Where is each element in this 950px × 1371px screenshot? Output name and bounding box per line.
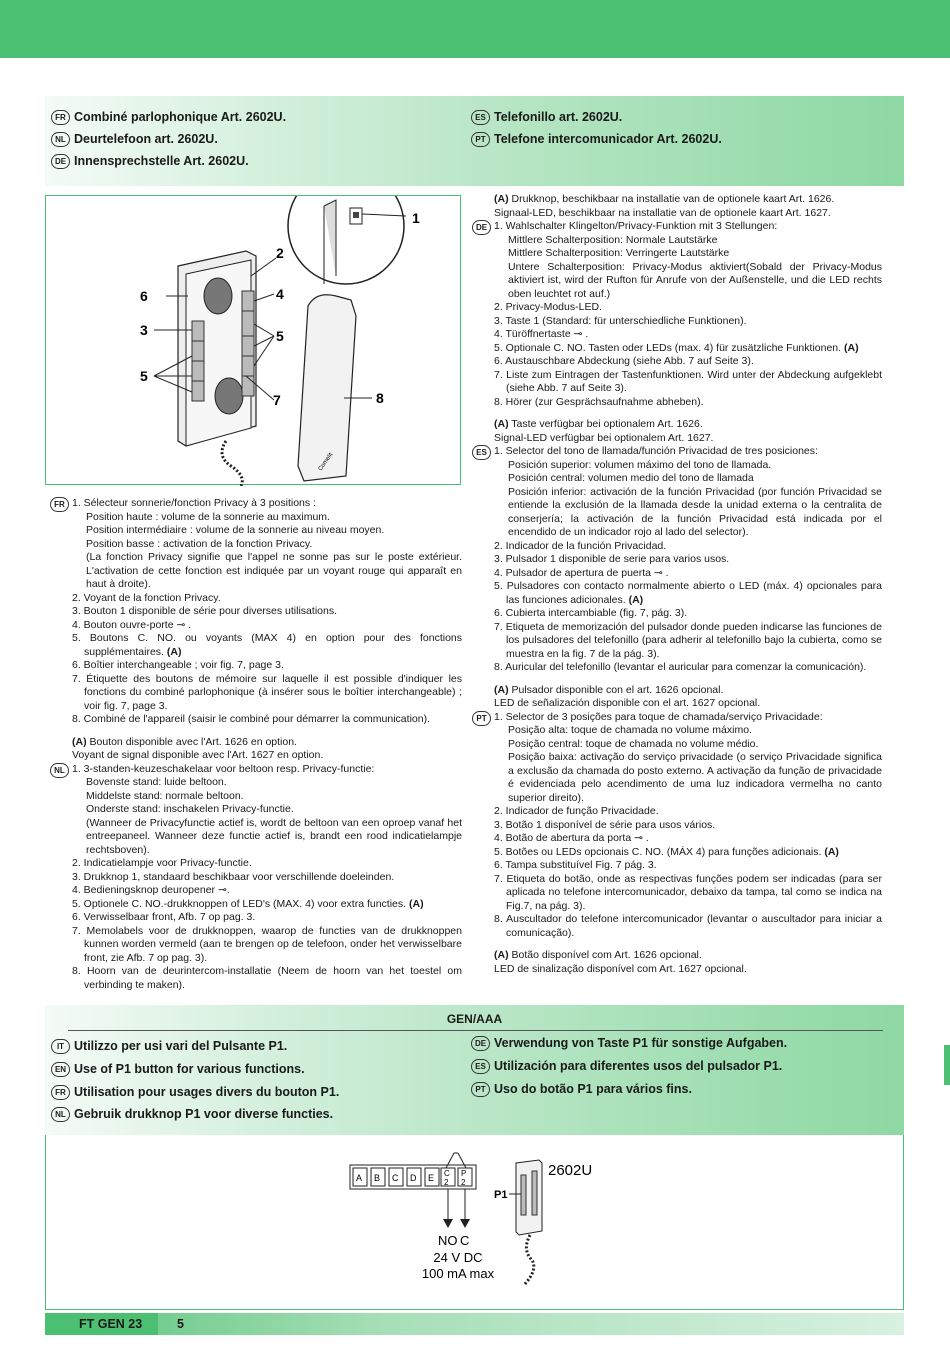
item-1a: Bovenste stand: luide beltoon. (86, 776, 227, 788)
item-2: 2. Indicatielampje voor Privacy-functie. (72, 857, 252, 869)
page-number: 5 (177, 1317, 184, 1331)
item-7: 7. Etiqueta de memorización del pulsador donde pueden indicarse las funciones de los pulsadores del telefonillo (para adherir al telefonillo bajo la cubierta, como se muestra en la fig. 7 de la pág. 3). (494, 620, 882, 660)
item-4: 4. Bouton ouvre-porte ⊸ . (72, 618, 192, 631)
note-text: Taste verfügbar bei optionalem Art. 1626. (508, 418, 703, 430)
note-text: Botão disponível com Art. 1626 opcional. (508, 949, 702, 961)
item-2: 2. Indicador de função Privacidade. (494, 805, 659, 817)
gen-pt (471, 1081, 692, 1097)
arrow-p (460, 1219, 470, 1228)
gen-text: Utilisation pour usages divers du bouton P1. (74, 1085, 340, 1099)
note-a: (A) (166, 645, 182, 658)
item-1a: Mittlere Schalterposition: Normale Lautstärke (508, 233, 718, 246)
key-icon: ⊸ (573, 328, 583, 340)
note-a: (A) (494, 949, 509, 961)
label-voltage: 24 V DC (433, 1250, 483, 1265)
device-2602u (516, 1160, 542, 1285)
item-1: 1. 3-standen-keuzeschakelaar voor beltoon resp. Privacy-functie: (72, 762, 375, 775)
title-text: Telefone intercomunicador Art. 2602U. (494, 132, 722, 146)
gen-de (471, 1035, 787, 1051)
item-3: 3. Botão 1 disponível de série para usos vários. (494, 818, 716, 831)
item-7: 7. Liste zum Eintragen der Tastenfunktionen. Wird unter der Abdeckung aufgeklebt (siehe Abb. 7 auf Seite 3). (494, 368, 882, 394)
title-text: Innensprechstelle Art. 2602U. (74, 154, 249, 168)
terminal-a: A (356, 1173, 363, 1183)
footer-code: FT GEN 23 (79, 1317, 143, 1331)
label-current: 100 mA max (421, 1266, 495, 1281)
right-button-column (242, 291, 254, 396)
note-text-2: LED de sinalização disponível com Art. 1627 opcional. (494, 962, 747, 975)
item-5 (494, 846, 882, 860)
gen-text: Gebruik drukknop P1 voor diverse functies. (74, 1107, 334, 1121)
label-c: C (460, 1233, 470, 1248)
item-6: 6. Tampa substituível Fig. 7 pág. 3. (494, 859, 657, 871)
item-5-text: 5. Pulsadores con contacto normalmente abierto o LED (máx. 4) opcionales para las funciones adicionales. (494, 580, 882, 606)
item-4-text: 4. Pulsador de apertura de puerta (494, 566, 652, 579)
terminal-e: E (428, 1173, 435, 1183)
note-text: Bouton disponible avec l'Art. 1626 en option. (86, 735, 297, 748)
note-a: (A) (824, 845, 839, 858)
section-pt (472, 711, 882, 977)
item-6: 6. Austauschbare Abdeckung (siehe Abb. 7 auf Seite 3). (494, 355, 754, 367)
title-fr (51, 109, 286, 125)
item-3: 3. Taste 1 (Standard: für unterschiedliche Funktionen). (494, 314, 747, 327)
item-5 (494, 342, 882, 356)
note-a: (A) (72, 735, 87, 748)
callout-4: 4 (276, 286, 284, 302)
item-8: 8. Combiné de l'appareil (saisir le combiné pour démarrer la communication). (72, 713, 430, 725)
terminal-c: C (392, 1173, 399, 1183)
gen-nl (51, 1106, 333, 1122)
item-8: 8. Auscultador do telefone intercomunicador (levantar o auscultador para iniciar a comunicação). (494, 913, 882, 939)
item-4: 4. Botão de abertura da porta ⊸ . (494, 832, 649, 844)
lang-badge: PT (471, 132, 490, 147)
title-es (471, 109, 622, 125)
wiring-diagram (46, 1135, 905, 1310)
title-text: Telefonillo art. 2602U. (494, 110, 623, 124)
lang-badge: IT (51, 1039, 70, 1054)
intercom-illustration (46, 196, 462, 486)
lang-badge: FR (51, 1085, 70, 1100)
section-es (472, 445, 882, 711)
note-text-2: Signal-LED verfügbar bei optionalem Art. 1627. (494, 431, 714, 444)
item-1b: Position intermédiaire : volume de la sonnerie au niveau moyen. (86, 524, 385, 536)
item-1c: Posição baixa: activação do serviço privacidade (o serviço Privacidade significa a exclusão da chamada do posto externo. A activação da função de privacidade é evidenciada pelo acendimento de uma luz indicadora vermelha no canto superior direito). (508, 751, 882, 804)
item-5-text: 5. Botões ou LEDs opcionais C. NO. (MÁX 4) para funções adicionais. (494, 845, 822, 858)
gen-text: Use of P1 button for various functions. (74, 1062, 305, 1076)
item-1b: Posición central: volumen medio del tono de llamada (508, 472, 754, 484)
item-8: 8. Hoorn van de deurintercom-installatie (Neem de hoorn van het toestel om verbinding te maken). (72, 965, 462, 991)
item-1c: Position basse : activation de la fonction Privacy. (86, 537, 313, 550)
title-nl (51, 131, 218, 147)
callout-5-right: 5 (276, 328, 284, 344)
item-2: 2. Voyant de la fonction Privacy. (72, 591, 221, 604)
item-5-text: 5. Optionele C. NO.-drukknoppen of LED's (MAX. 4) voor extra functies. (72, 897, 407, 910)
gen-text: Utilización para diferentes usos del pulsador P1. (494, 1059, 783, 1073)
speaker-grille (204, 278, 232, 314)
lang-badge: ES (471, 1059, 490, 1074)
item-6: 6. Cubierta intercambiable (fig. 7, pág. 3). (494, 607, 688, 619)
footer-bar (45, 1313, 904, 1335)
note-a-line (494, 193, 882, 207)
terminal-p2-index: 2 (461, 1178, 466, 1187)
terminal-p2: P (461, 1169, 467, 1178)
note-a-line (494, 949, 882, 963)
item-5-text: 5. Boutons C. NO. ou voyants (MAX 4) en option pour des fonctions supplémentaires. (72, 632, 462, 658)
section-nl-note (472, 193, 882, 220)
note-text: Drukknop, beschikbaar na installatie van de optionele kaart Art. 1626. (508, 193, 835, 205)
note-text-2: LED de señalización disponible con el art. 1627 opcional. (494, 697, 761, 709)
item-5 (494, 580, 882, 607)
label-no: NO (438, 1233, 458, 1248)
item-3: 3. Bouton 1 disponible de série pour diverses utilisations. (72, 605, 337, 617)
note-a-line (494, 684, 882, 698)
gen-text: Utilizzo per usi vari del Pulsante P1. (74, 1039, 288, 1053)
key-icon: ⊸ (217, 884, 227, 896)
item-1b: Mittlere Schalterposition: Verringerte Lautstärke (508, 247, 730, 259)
item-4: 4. Türöffnertaste ⊸ . (494, 328, 589, 340)
callout-1: 1 (412, 210, 420, 226)
note-a: (A) (494, 683, 509, 696)
item-1d: (La fonction Privacy signifie que l'appel ne sonne pas sur le poste extérieur. L'activation de cette fonction est indiquée par un voyant rouge qui apparaît en haut à droite). (86, 551, 462, 590)
p1-label: P1 (494, 1189, 508, 1201)
brand-label: Comelit (317, 452, 335, 473)
gen-en (51, 1061, 305, 1077)
callout-2: 2 (276, 245, 284, 261)
lang-badge: DE (51, 154, 70, 169)
lang-badge: FR (50, 497, 69, 512)
item-2: 2. Privacy-Modus-LED. (494, 301, 602, 313)
callout-7: 7 (273, 392, 281, 408)
item-7: 7. Memolabels voor de drukknoppen, waarop de functies van de drukknoppen kunnen worden vermeld (aan te brengen op de telefoon, onder het verwisselbare front, zie Afb. 7 op pag. 3). (72, 924, 462, 964)
device-cord (524, 1235, 534, 1285)
side-tab (944, 1045, 950, 1085)
item-6: 6. Verwisselbaar front, Afb. 7 op pag. 3. (72, 911, 256, 923)
intercom-figure (45, 195, 461, 485)
left-column (50, 497, 462, 992)
callout-6: 6 (140, 288, 148, 304)
item-1: 1. Selector de 3 posições para toque de chamada/serviço Privacidade: (494, 710, 823, 723)
top-green-bar (0, 0, 950, 58)
gen-text: Verwendung von Taste P1 für sonstige Aufgaben. (494, 1036, 788, 1050)
section-de (472, 220, 882, 445)
gen-it (51, 1038, 287, 1054)
item-4: 4. Pulsador de apertura de puerta ⊸ . (494, 566, 669, 579)
key-icon: ⊸ (176, 618, 186, 631)
section-nl (50, 763, 462, 993)
item-2: 2. Indicador de la función Privacidad. (494, 539, 667, 552)
lang-badge: NL (50, 763, 69, 778)
item-4-text: 4. Botão de abertura da porta (494, 832, 632, 844)
item-1c: Onderste stand: inschakelen Privacy-functie. (86, 803, 294, 815)
callout-5-left: 5 (140, 368, 148, 384)
item-4: 4. Bedieningsknop deuropener ⊸. (72, 884, 230, 896)
terminal-c2-index: 2 (444, 1178, 449, 1187)
title-text: Deurtelefoon art. 2602U. (74, 132, 218, 146)
lang-badge: ES (471, 110, 490, 125)
note-a: (A) (628, 593, 644, 606)
lang-badge: PT (472, 711, 491, 726)
terminal-block (350, 1165, 476, 1189)
lang-badge: PT (471, 1082, 490, 1097)
item-1: 1. Sélecteur sonnerie/fonction Privacy à 3 positions : (72, 497, 316, 509)
item-5 (72, 632, 462, 659)
item-6: 6. Boîtier interchangeable ; voir fig. 7, page 3. (72, 659, 284, 671)
lang-badge: EN (51, 1062, 70, 1077)
key-icon: ⊸ (634, 832, 643, 844)
section-fr (50, 497, 462, 763)
item-1: 1. Wahlschalter Klingelton/Privacy-Funktion mit 3 Stellungen: (494, 220, 778, 232)
item-1a: Posición superior: volumen máximo del tono de llamada. (508, 458, 772, 471)
item-5 (72, 898, 462, 912)
title-header (45, 96, 904, 186)
item-1a: Position haute : volume de la sonnerie au maximum. (86, 510, 330, 523)
note-a-line (494, 418, 882, 432)
note-text-2: Signaal-LED, beschikbaar na installatie van de optionele kaart Art. 1627. (494, 206, 831, 219)
item-4-text: 4. Türöffnertaste (494, 328, 571, 340)
item-1: 1. Selector del tono de llamada/función Privacidad de tres posiciones: (494, 445, 818, 457)
item-7: 7. Etiqueta do botão, onde as respectivas funções podem ser indicadas (para ser aplicada no telefone intercomunicador, debaixo da tampa, tal como se indica na Fig.7, na pág. 3). (494, 872, 882, 912)
note-text: Pulsador disponible con el art. 1626 opcional. (508, 683, 724, 696)
title-pt (471, 131, 722, 147)
gen-es (471, 1058, 782, 1074)
item-5-text: 5. Optionale C. NO. Tasten oder LEDs (max. 4) für zusätzliche Funktionen. (494, 341, 842, 354)
item-3: 3. Pulsador 1 disponible de serie para varios usos. (494, 553, 730, 565)
title-de (51, 153, 249, 169)
note-text-2: Voyant de signal disponible avec l'Art. 1627 en option. (72, 749, 324, 761)
lang-badge: DE (472, 220, 491, 235)
note-a: (A) (409, 897, 424, 910)
lang-badge: NL (51, 1107, 70, 1122)
microphone-grille (215, 378, 243, 414)
wiring-figure (45, 1135, 904, 1310)
item-7: 7. Étiquette des boutons de mémoire sur laquelle il est possible d'indiquer les fonctions du combiné parlophonique (à insérer sous le boîtier interchangeable) ; voir fig. 7, page 3. (72, 672, 462, 712)
arrow-c (443, 1219, 453, 1228)
item-3: 3. Drukknop 1, standaard beschikbaar voor verschillende doeleinden. (72, 870, 395, 883)
lang-badge: DE (471, 1036, 490, 1051)
item-1c: Posición inferior: activación de la función Privacidad (por función Privacidad se entiende la exclusión de la llamada desde la unidad externa o la centralita de conserjería; la activación de la función Privacidad está indicada por el encendido de un indicador rojo al lado del selector). (508, 485, 882, 538)
gen-divider (68, 1030, 883, 1031)
key-icon: ⊸ (653, 566, 663, 579)
item-8: 8. Auricular del telefonillo (levantar el auricular para comenzar la comunicación). (494, 661, 867, 673)
item-4-text: 4. Bedieningsknop deuropener (72, 884, 216, 896)
note-a-line (72, 736, 462, 750)
item-8: 8. Hörer (zur Gesprächsaufnahme abheben). (494, 395, 704, 408)
note-a: (A) (843, 341, 859, 354)
lang-badge: FR (51, 110, 70, 125)
handset (298, 295, 356, 481)
gen-fr (51, 1084, 339, 1100)
item-1b: Middelste stand: normale beltoon. (86, 789, 244, 802)
note-a: (A) (494, 418, 509, 430)
note-a: (A) (494, 193, 509, 205)
gen-title: GEN/AAA (446, 1012, 503, 1026)
model-label: 2602U (548, 1162, 593, 1179)
item-1b: Posição central: toque de chamada no volume médio. (508, 737, 759, 750)
terminal-d: D (410, 1173, 417, 1183)
item-4-text: 4. Bouton ouvre-porte (72, 618, 174, 631)
lang-badge: NL (51, 132, 70, 147)
item-1a: Posição alta: toque de chamada no volume máximo. (508, 724, 752, 736)
terminal-b: B (374, 1173, 381, 1183)
callout-3: 3 (140, 322, 148, 338)
title-text: Combiné parlophonique Art. 2602U. (74, 110, 287, 124)
cord (222, 441, 242, 486)
right-column (472, 193, 882, 976)
item-1c: Untere Schalterposition: Privacy-Modus aktiviert(Sobald der Privacy-Modus aktiviert ist, wird der Rufton für Anrufe von der Außenstelle, und die LED rechts oben leuchtet rot auf.) (508, 260, 882, 300)
item-1d: (Wanneer de Privacyfunctie actief is, wordt de beltoon van een oproep vanaf het entreepaneel. Wanneer deze functie actief is, brandt een rood indicatielampje rechtsboven). (86, 816, 462, 856)
lang-badge: ES (472, 445, 491, 460)
callout-8: 8 (376, 390, 384, 406)
terminal-c2: C (444, 1169, 450, 1178)
zoom-switch-knob (353, 212, 359, 218)
zoom-circle (288, 196, 404, 284)
gen-text: Uso do botão P1 para vários fins. (494, 1082, 692, 1096)
